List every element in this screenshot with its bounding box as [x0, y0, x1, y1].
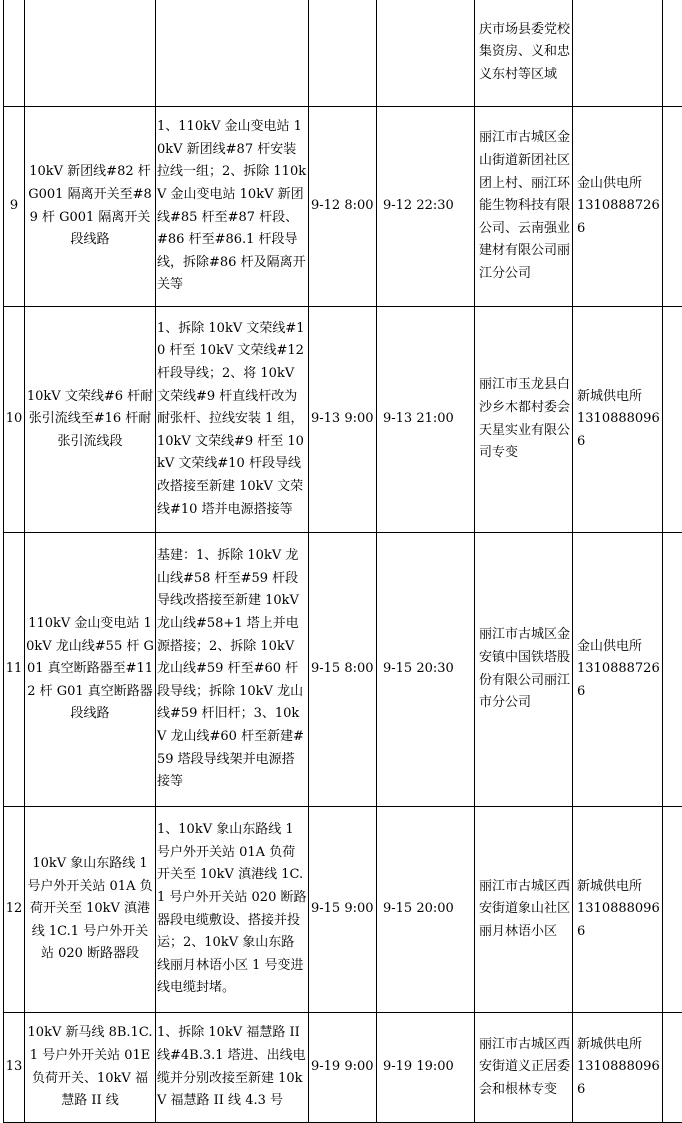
work-content-cell — [156, 807, 309, 1013]
end-time: 9-13 21:00 — [383, 411, 454, 426]
end-time: 9-19 19:00 — [383, 1059, 454, 1074]
empty-cell — [663, 1013, 682, 1123]
outage-line-cell — [25, 1013, 156, 1123]
affected-area-cell — [475, 533, 573, 807]
table-row — [4, 0, 682, 107]
row-number: 12 — [6, 901, 23, 916]
start-time-cell — [309, 533, 377, 807]
outage-line: 10kV 象山东路线 1 号户外开关站 01A 负荷开关至 10kV 滇港线 1C.1 号户外开关站 020 断路器段 — [27, 856, 152, 961]
outage-line: 10kV 文荣线#6 杆耐张引流线至#16 杆耐张引流线段 — [27, 389, 153, 449]
work-content: 基建：1、拆除 10kV 龙山线#58 杆至#59 杆段导线改搭接至新建 10kV 龙山线#58+1 塔上并电源搭接；2、拆除 10kV 龙山线#59 杆至#60 杆段导线；拆除 10kV 龙山线#59 杆旧杆；3、10kV 龙山线#60 杆至新建#59 塔段导线架并电源搭接等 — [157, 548, 304, 789]
outage-line: 110kV 金山变电站 10kV 龙山线#55 杆 G01 真空断路器至#112 杆 G01 真空断路器段线路 — [26, 616, 154, 721]
affected-area: 丽江市古城区金安镇中国铁塔股份有限公司丽江市分公司 — [479, 627, 570, 710]
affected-area-cell — [475, 307, 573, 533]
contact-phone: 13108880966 — [577, 898, 661, 943]
responsible-unit-cell — [573, 533, 663, 807]
outage-schedule-table — [3, 0, 682, 1123]
end-time: 9-12 22:30 — [383, 198, 454, 213]
contact-phone: 13108887266 — [577, 195, 661, 240]
work-content-cell — [156, 0, 309, 107]
row-number-cell — [4, 1013, 25, 1123]
affected-area: 庆市场县委党校集资房、义和忠义东村等区域 — [479, 22, 570, 82]
row-number-cell — [4, 107, 25, 307]
work-content: 1、拆除 10kV 福慧路 II 线#4B.3.1 塔进、出线电缆并分别改接至新建 10kV 福慧路 II 线 4.3 号 — [157, 1025, 306, 1108]
table-row — [4, 107, 682, 307]
contact-phone: 13108887266 — [577, 658, 661, 703]
table-row — [4, 807, 682, 1013]
end-time: 9-15 20:00 — [383, 901, 454, 916]
outage-line: 10kV 新马线 8B.1C.1 号户外开关站 01E 负荷开关、10kV 福慧路 II 线 — [28, 1025, 153, 1108]
work-content: 1、110kV 金山变电站 10kV 新团线#87 杆安装拉线一组；2、拆除 110kV 金山变电站 10kV 新团线#85 杆至#87 杆段、#86 杆至#86.1 杆段导线，拆除#86 杆及隔离开关等 — [157, 119, 306, 292]
empty-cell — [663, 533, 682, 807]
end-time: 9-15 20:30 — [383, 661, 454, 676]
start-time: 9-19 9:00 — [311, 1059, 374, 1074]
start-time: 9-15 9:00 — [311, 901, 374, 916]
outage-line-cell — [25, 307, 156, 533]
end-time-cell — [377, 107, 475, 307]
start-time: 9-15 8:00 — [311, 661, 374, 676]
outage-line-cell — [25, 107, 156, 307]
contact-phone: 13108880966 — [577, 1056, 661, 1101]
start-time-cell — [309, 307, 377, 533]
outage-line-cell — [25, 0, 156, 107]
work-content-cell — [156, 533, 309, 807]
responsible-unit-cell — [573, 0, 663, 107]
work-content-cell — [156, 1013, 309, 1123]
work-content-cell — [156, 307, 309, 533]
empty-cell — [663, 107, 682, 307]
affected-area: 丽江市玉龙县白沙乡木都村委会天星实业有限公司专变 — [479, 377, 570, 460]
responsible-unit-cell — [573, 1013, 663, 1123]
empty-cell — [663, 807, 682, 1013]
table-row — [4, 533, 682, 807]
affected-area: 丽江市古城区西安街道象山社区丽月林语小区 — [479, 879, 570, 939]
row-number: 13 — [6, 1059, 23, 1074]
responsible-unit: 金山供电所 — [577, 639, 642, 654]
responsible-unit: 新城供电所 — [577, 879, 642, 894]
responsible-unit-cell — [573, 307, 663, 533]
row-number-cell — [4, 307, 25, 533]
responsible-unit-cell — [573, 807, 663, 1013]
end-time-cell — [377, 807, 475, 1013]
start-time-cell — [309, 807, 377, 1013]
end-time-cell — [377, 1013, 475, 1123]
row-number: 10 — [6, 411, 23, 426]
start-time: 9-12 8:00 — [311, 198, 374, 213]
row-number: 9 — [10, 198, 18, 213]
affected-area-cell — [475, 0, 573, 107]
start-time: 9-13 9:00 — [311, 411, 374, 426]
work-content: 1、10kV 象山东路线 1 号户外开关站 01A 负荷开关至 10kV 滇港线 1C.1 号户外开关站 020 断路器段电缆敷设、搭接并投运；2、10kV 象山东路线丽月林语小区 1 号变进线电缆封堵。 — [157, 822, 306, 995]
table-row — [4, 1013, 682, 1123]
affected-area: 丽江市古城区金山街道新团社区团上村、丽江环能生物科技有限公司、云南强业建材有限公司丽江分公司 — [479, 130, 570, 281]
outage-line-cell — [25, 807, 156, 1013]
outage-line: 10kV 新团线#82 杆 G001 隔离开关至#89 杆 G001 隔离开关段线路 — [28, 164, 152, 247]
table-row — [4, 307, 682, 533]
start-time-cell — [309, 1013, 377, 1123]
start-time-cell — [309, 0, 377, 107]
end-time-cell — [377, 0, 475, 107]
affected-area-cell — [475, 807, 573, 1013]
work-content: 1、拆除 10kV 文荣线#10 杆至 10kV 文荣线#12 杆段导线；2、将 10kV 文荣线#9 杆直线杆改为耐张杆、拉线安装 1 组，10kV 文荣线#9 杆至 10kV 文荣线#10 杆段导线改搭接至新建 10kV 文荣线#10 塔并电源搭接等 — [157, 321, 305, 517]
contact-phone: 13108880966 — [577, 408, 661, 453]
end-time-cell — [377, 533, 475, 807]
responsible-unit: 新城供电所 — [577, 1037, 642, 1052]
outage-line-cell — [25, 533, 156, 807]
start-time-cell — [309, 107, 377, 307]
affected-area-cell — [475, 107, 573, 307]
row-number-cell — [4, 0, 25, 107]
row-number-cell — [4, 807, 25, 1013]
affected-area-cell — [475, 1013, 573, 1123]
work-content-cell — [156, 107, 309, 307]
empty-cell — [663, 307, 682, 533]
empty-cell — [663, 0, 682, 107]
row-number-cell — [4, 533, 25, 807]
row-number: 11 — [6, 661, 23, 676]
end-time-cell — [377, 307, 475, 533]
responsible-unit: 新城供电所 — [577, 389, 642, 404]
affected-area: 丽江市古城区西安街道义正居委会和根林专变 — [479, 1037, 570, 1097]
responsible-unit: 金山供电所 — [577, 176, 642, 191]
responsible-unit-cell — [573, 107, 663, 307]
